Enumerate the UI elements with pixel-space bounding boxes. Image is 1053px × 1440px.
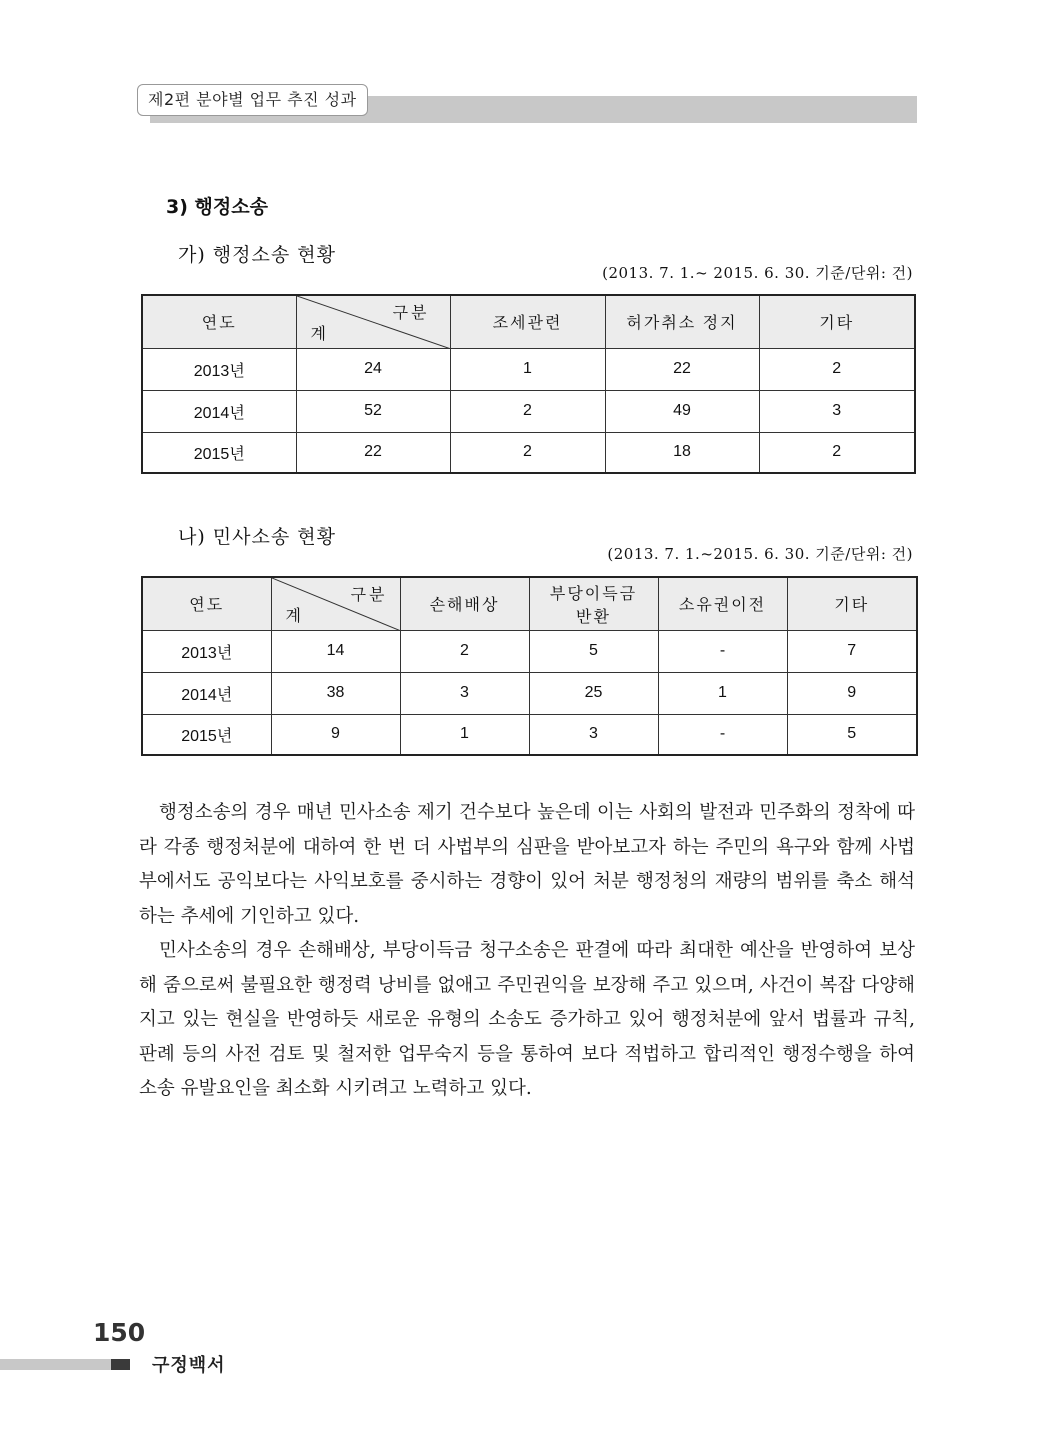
header-total: 계 xyxy=(285,607,303,625)
cell-total: 22 xyxy=(296,432,450,473)
cell-year: 2014년 xyxy=(142,672,271,714)
cell-other: 3 xyxy=(759,390,915,432)
header-permit-revocation: 허가취소 정지 xyxy=(605,295,759,348)
cell-ownership: - xyxy=(658,630,787,672)
table-row xyxy=(142,348,915,390)
table-row xyxy=(142,432,915,473)
admin-note: (2013. 7. 1.~ 2015. 6. 30. 기준/단위: 건) xyxy=(602,264,913,282)
cell-other: 2 xyxy=(759,432,915,473)
table-header-row xyxy=(142,577,917,630)
header-ownership-transfer: 소유권이전 xyxy=(658,577,787,630)
cell-unjust-enrichment: 5 xyxy=(529,630,658,672)
book-title: 구정백서 xyxy=(152,1355,226,1376)
header-other: 기타 xyxy=(787,577,917,630)
table-row xyxy=(142,390,915,432)
page-number: 150 xyxy=(93,1318,146,1347)
header-year: 연도 xyxy=(142,295,296,348)
header-tax: 조세관련 xyxy=(450,295,605,348)
cell-year: 2015년 xyxy=(142,432,296,473)
cell-permit: 22 xyxy=(605,348,759,390)
admin-table xyxy=(141,294,916,474)
cell-total: 38 xyxy=(271,672,400,714)
cell-permit: 18 xyxy=(605,432,759,473)
chapter-header: 제2편 분야별 업무 추진 성과 xyxy=(137,84,368,116)
table-row xyxy=(142,672,917,714)
table-row xyxy=(142,714,917,755)
paragraph-admin-litigation: 행정소송의 경우 매년 민사소송 제기 건수보다 높은데 이는 사회의 발전과 민주화의 정착에 따라 각종 행정처분에 대하여 한 번 더 사법부의 심판을 받아보고자 하는 주민의 욕구와 함께 사법부에서도 공익보다는 사익보호를 중시하는 경향이 있어 처분 행정청의 재량의 범위를 축소 해석하는 추세에 기인하고 있다. xyxy=(139,802,915,927)
cell-year: 2013년 xyxy=(142,630,271,672)
civil-table xyxy=(141,576,918,756)
cell-other: 7 xyxy=(787,630,917,672)
cell-total: 14 xyxy=(271,630,400,672)
cell-damages: 3 xyxy=(400,672,529,714)
cell-year: 2014년 xyxy=(142,390,296,432)
cell-damages: 1 xyxy=(400,714,529,755)
body-text xyxy=(139,796,915,1107)
header-unjust-enrichment-line2: 반환 xyxy=(576,608,611,626)
cell-total: 52 xyxy=(296,390,450,432)
cell-other: 9 xyxy=(787,672,917,714)
header-unjust-enrichment-line1: 부당이득금 xyxy=(549,585,638,603)
cell-other: 5 xyxy=(787,714,917,755)
cell-tax: 2 xyxy=(450,432,605,473)
cell-unjust-enrichment: 25 xyxy=(529,672,658,714)
table-row xyxy=(142,630,917,672)
table-header-row xyxy=(142,295,915,348)
header-total: 계 xyxy=(310,325,328,343)
header-diagonal-cell xyxy=(271,577,400,630)
civil-subtitle: 나) 민사소송 현황 xyxy=(178,526,336,548)
cell-year: 2015년 xyxy=(142,714,271,755)
civil-note: (2013. 7. 1.~2015. 6. 30. 기준/단위: 건) xyxy=(607,545,913,563)
header-year: 연도 xyxy=(142,577,271,630)
footer-square xyxy=(111,1359,130,1370)
cell-total: 9 xyxy=(271,714,400,755)
cell-damages: 2 xyxy=(400,630,529,672)
header-unjust-enrichment xyxy=(529,577,658,630)
cell-ownership: 1 xyxy=(658,672,787,714)
cell-unjust-enrichment: 3 xyxy=(529,714,658,755)
footer-bar xyxy=(0,1359,111,1370)
header-category: 구분 xyxy=(392,305,430,322)
cell-year: 2013년 xyxy=(142,348,296,390)
paragraph-civil-litigation: 민사소송의 경우 손해배상, 부당이득금 청구소송은 판결에 따라 최대한 예산을 반영하여 보상해 줌으로써 불필요한 행정력 낭비를 없애고 주민권익을 보장해 주고 있으며, 사건이 복잡 다양해지고 있는 현실을 반영하듯 새로운 유형의 소송도 증가하고 있어 행정처분에 앞서 법률과 규칙, 판례 등의 사전 검토 및 철저한 업무숙지 등을 통하여 보다 적법하고 합리적인 행정수행을 하여 소송 유발요인을 최소화 시키려고 노력하고 있다. xyxy=(139,940,915,1099)
cell-permit: 49 xyxy=(605,390,759,432)
header-diagonal-cell xyxy=(296,295,450,348)
header-other: 기타 xyxy=(759,295,915,348)
header-damages: 손해배상 xyxy=(400,577,529,630)
cell-tax: 2 xyxy=(450,390,605,432)
section-title: 3) 행정소송 xyxy=(166,196,268,218)
cell-ownership: - xyxy=(658,714,787,755)
header-category: 구분 xyxy=(350,587,388,604)
cell-total: 24 xyxy=(296,348,450,390)
cell-other: 2 xyxy=(759,348,915,390)
admin-subtitle: 가) 행정소송 현황 xyxy=(178,244,336,266)
cell-tax: 1 xyxy=(450,348,605,390)
